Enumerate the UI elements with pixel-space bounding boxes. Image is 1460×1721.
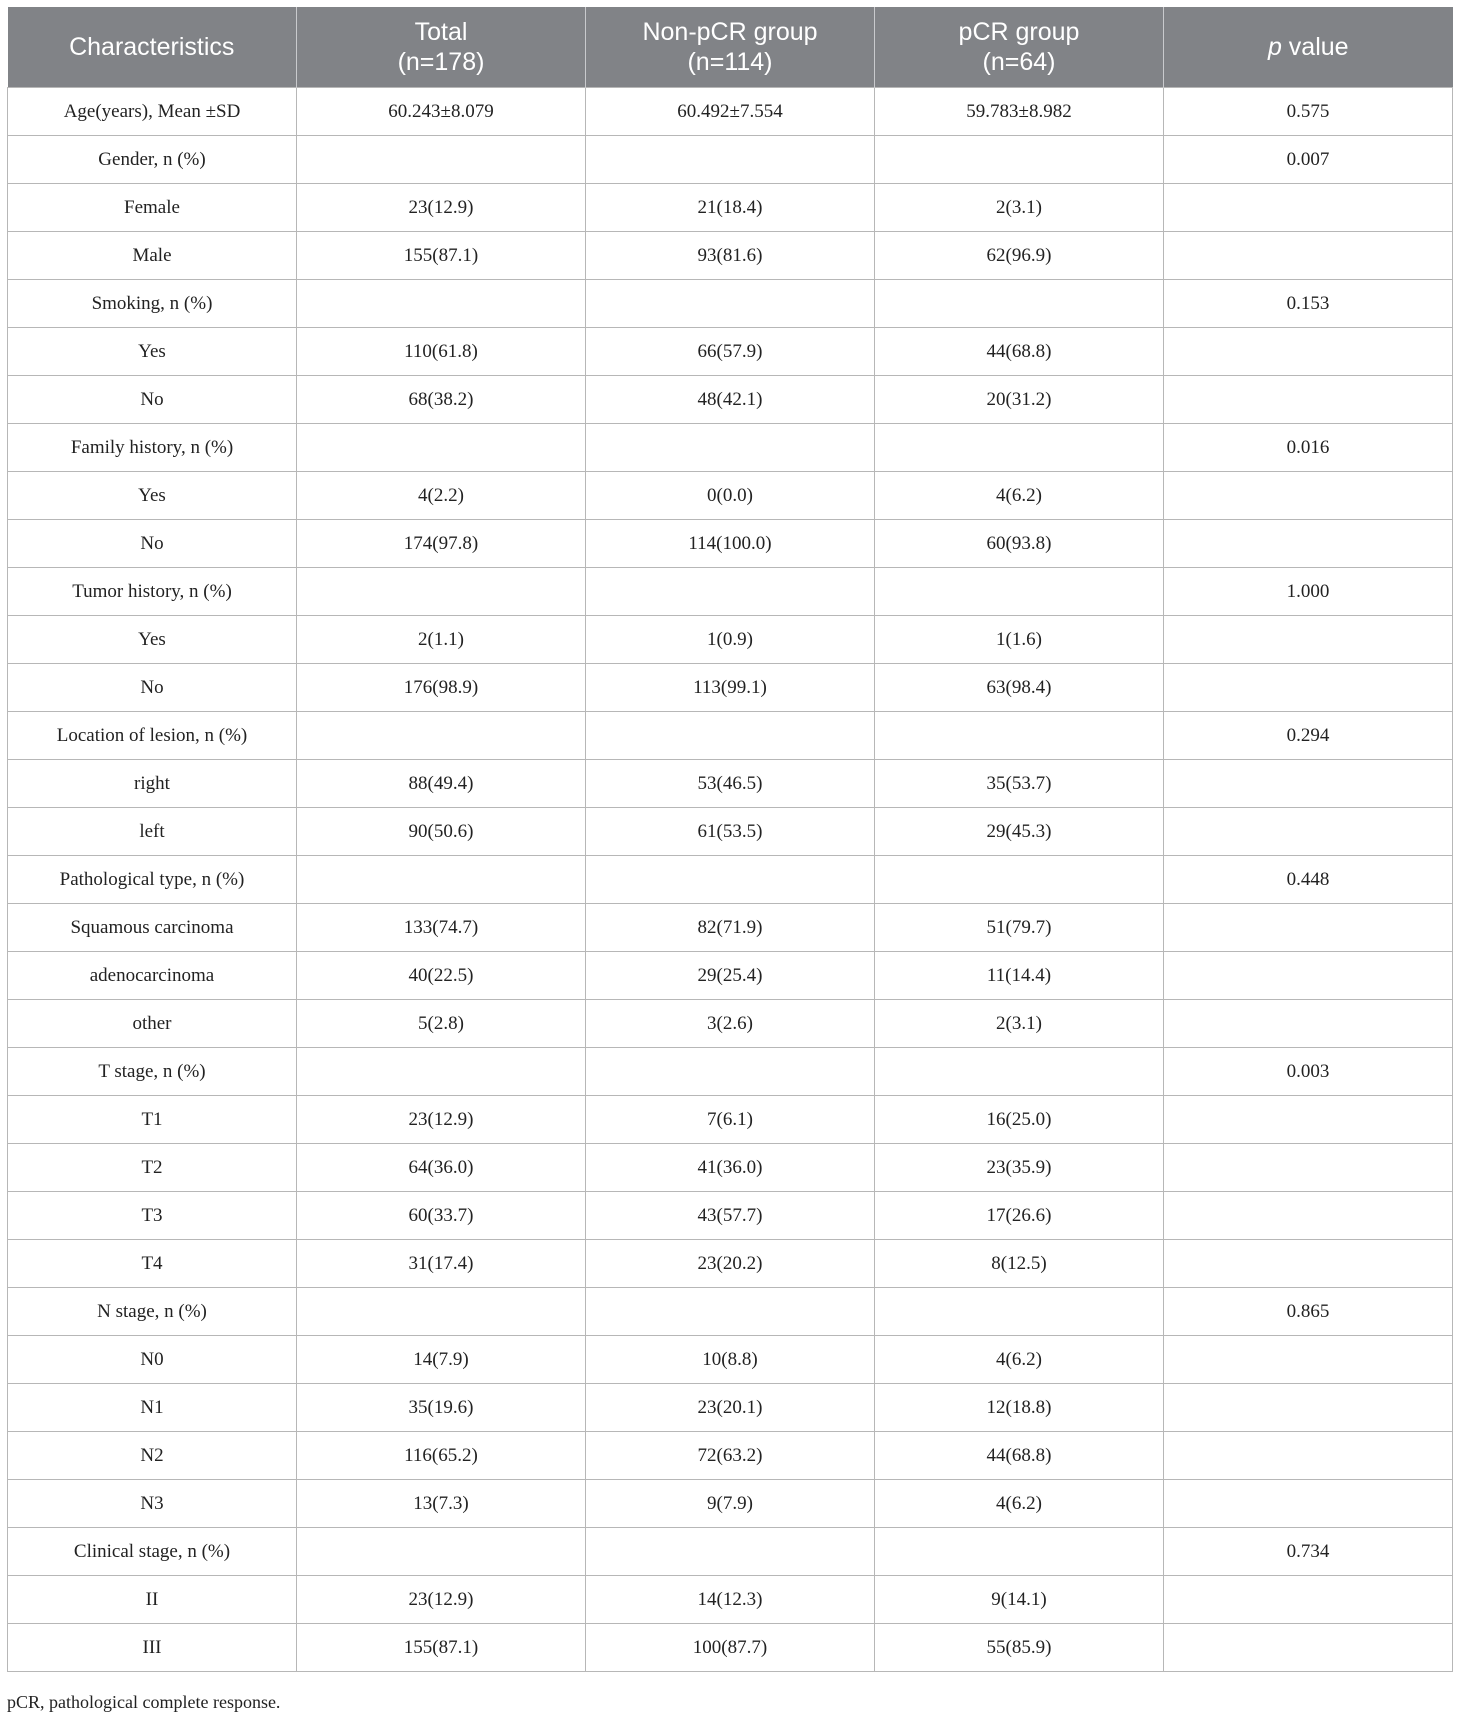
characteristic-cell: N2 <box>8 1432 297 1480</box>
table-row <box>8 1288 1453 1336</box>
p-value-cell: 0.448 <box>1164 856 1453 904</box>
p-value-cell <box>1164 1144 1453 1192</box>
characteristic-cell: N3 <box>8 1480 297 1528</box>
p-value-cell <box>1164 1624 1453 1672</box>
total-cell <box>297 712 586 760</box>
characteristic-cell: N stage, n (%) <box>8 1288 297 1336</box>
characteristic-cell: Clinical stage, n (%) <box>8 1528 297 1576</box>
total-cell: 155(87.1) <box>297 232 586 280</box>
table-row <box>8 664 1453 712</box>
characteristic-cell: T2 <box>8 1144 297 1192</box>
pcr-cell <box>875 568 1164 616</box>
characteristic-cell: No <box>8 520 297 568</box>
p-value-cell <box>1164 760 1453 808</box>
non-pcr-cell: 60.492±7.554 <box>586 88 875 136</box>
characteristic-cell: Pathological type, n (%) <box>8 856 297 904</box>
non-pcr-cell <box>586 424 875 472</box>
p-value-cell: 0.865 <box>1164 1288 1453 1336</box>
pcr-cell: 16(25.0) <box>875 1096 1164 1144</box>
non-pcr-cell: 48(42.1) <box>586 376 875 424</box>
p-value-cell <box>1164 1480 1453 1528</box>
total-cell: 14(7.9) <box>297 1336 586 1384</box>
total-cell <box>297 1528 586 1576</box>
total-cell <box>297 856 586 904</box>
non-pcr-cell: 66(57.9) <box>586 328 875 376</box>
characteristic-cell: Age(years), Mean ±SD <box>8 88 297 136</box>
table-body <box>8 88 1453 1672</box>
table-row <box>8 568 1453 616</box>
table-row <box>8 856 1453 904</box>
characteristic-cell: T4 <box>8 1240 297 1288</box>
total-cell <box>297 1048 586 1096</box>
table-row <box>8 1576 1453 1624</box>
p-value-cell <box>1164 1192 1453 1240</box>
table-row <box>8 88 1453 136</box>
header-total-n: (n=178) <box>397 48 485 76</box>
table-row <box>8 760 1453 808</box>
table-row <box>8 1624 1453 1672</box>
p-value-cell <box>1164 808 1453 856</box>
characteristic-cell: T1 <box>8 1096 297 1144</box>
header-p-value <box>1164 7 1453 88</box>
total-cell: 35(19.6) <box>297 1384 586 1432</box>
pcr-cell <box>875 424 1164 472</box>
total-cell: 5(2.8) <box>297 1000 586 1048</box>
total-cell: 60(33.7) <box>297 1192 586 1240</box>
non-pcr-cell: 93(81.6) <box>586 232 875 280</box>
total-cell: 88(49.4) <box>297 760 586 808</box>
non-pcr-cell: 61(53.5) <box>586 808 875 856</box>
table-row <box>8 1240 1453 1288</box>
p-value-cell: 0.294 <box>1164 712 1453 760</box>
table-row <box>8 1192 1453 1240</box>
non-pcr-cell: 113(99.1) <box>586 664 875 712</box>
total-cell: 64(36.0) <box>297 1144 586 1192</box>
characteristic-cell: left <box>8 808 297 856</box>
pcr-cell: 35(53.7) <box>875 760 1164 808</box>
pcr-cell: 29(45.3) <box>875 808 1164 856</box>
header-p-italic: p <box>1267 33 1282 61</box>
table-row <box>8 184 1453 232</box>
p-value-cell <box>1164 1384 1453 1432</box>
table-row <box>8 1432 1453 1480</box>
non-pcr-cell <box>586 136 875 184</box>
header-non-pcr-n: (n=114) <box>687 48 773 76</box>
table-row <box>8 1144 1453 1192</box>
non-pcr-cell <box>586 712 875 760</box>
characteristic-cell: Tumor history, n (%) <box>8 568 297 616</box>
table-row <box>8 1480 1453 1528</box>
p-value-cell: 0.007 <box>1164 136 1453 184</box>
non-pcr-cell: 72(63.2) <box>586 1432 875 1480</box>
p-value-cell <box>1164 520 1453 568</box>
non-pcr-cell <box>586 1288 875 1336</box>
non-pcr-cell <box>586 1528 875 1576</box>
pcr-cell: 1(1.6) <box>875 616 1164 664</box>
p-value-cell: 0.016 <box>1164 424 1453 472</box>
header-pcr-n: (n=64) <box>982 48 1056 76</box>
p-value-cell <box>1164 616 1453 664</box>
non-pcr-cell: 7(6.1) <box>586 1096 875 1144</box>
table-row <box>8 952 1453 1000</box>
pcr-cell: 4(6.2) <box>875 472 1164 520</box>
characteristic-cell: Location of lesion, n (%) <box>8 712 297 760</box>
table-row <box>8 1336 1453 1384</box>
total-cell: 176(98.9) <box>297 664 586 712</box>
pcr-cell <box>875 712 1164 760</box>
non-pcr-cell: 0(0.0) <box>586 472 875 520</box>
table-row <box>8 1528 1453 1576</box>
total-cell: 110(61.8) <box>297 328 586 376</box>
pcr-cell: 63(98.4) <box>875 664 1164 712</box>
characteristic-cell: No <box>8 376 297 424</box>
characteristic-cell: III <box>8 1624 297 1672</box>
total-cell: 90(50.6) <box>297 808 586 856</box>
table-row <box>8 376 1453 424</box>
p-value-cell: 0.003 <box>1164 1048 1453 1096</box>
header-non-pcr-group <box>586 7 875 88</box>
table-row <box>8 904 1453 952</box>
table-row <box>8 1048 1453 1096</box>
p-value-cell: 0.153 <box>1164 280 1453 328</box>
pcr-cell <box>875 1528 1164 1576</box>
header-characteristics <box>8 7 297 88</box>
total-cell <box>297 136 586 184</box>
non-pcr-cell: 23(20.1) <box>586 1384 875 1432</box>
table-row <box>8 808 1453 856</box>
pcr-cell <box>875 856 1164 904</box>
pcr-cell <box>875 280 1164 328</box>
total-cell: 23(12.9) <box>297 1576 586 1624</box>
characteristic-cell: Smoking, n (%) <box>8 280 297 328</box>
p-value-cell <box>1164 904 1453 952</box>
non-pcr-cell: 43(57.7) <box>586 1192 875 1240</box>
table-row <box>8 328 1453 376</box>
header-pcr-label: pCR group <box>958 18 1080 46</box>
p-value-cell <box>1164 232 1453 280</box>
table-row <box>8 520 1453 568</box>
p-value-cell: 0.734 <box>1164 1528 1453 1576</box>
characteristic-cell: N1 <box>8 1384 297 1432</box>
non-pcr-cell: 1(0.9) <box>586 616 875 664</box>
non-pcr-cell: 14(12.3) <box>586 1576 875 1624</box>
table-row <box>8 1000 1453 1048</box>
total-cell <box>297 568 586 616</box>
characteristic-cell: II <box>8 1576 297 1624</box>
non-pcr-cell <box>586 280 875 328</box>
non-pcr-cell: 114(100.0) <box>586 520 875 568</box>
pcr-cell <box>875 1048 1164 1096</box>
header-total-label: Total <box>414 18 468 46</box>
pcr-cell: 44(68.8) <box>875 1432 1164 1480</box>
table-row <box>8 232 1453 280</box>
p-value-cell <box>1164 184 1453 232</box>
characteristic-cell: Yes <box>8 328 297 376</box>
total-cell: 13(7.3) <box>297 1480 586 1528</box>
non-pcr-cell: 29(25.4) <box>586 952 875 1000</box>
pcr-cell: 55(85.9) <box>875 1624 1164 1672</box>
total-cell: 23(12.9) <box>297 1096 586 1144</box>
table-row <box>8 472 1453 520</box>
total-cell: 155(87.1) <box>297 1624 586 1672</box>
characteristic-cell: Squamous carcinoma <box>8 904 297 952</box>
pcr-cell: 20(31.2) <box>875 376 1164 424</box>
non-pcr-cell: 23(20.2) <box>586 1240 875 1288</box>
non-pcr-cell: 41(36.0) <box>586 1144 875 1192</box>
characteristic-cell: Yes <box>8 472 297 520</box>
pcr-cell: 4(6.2) <box>875 1480 1164 1528</box>
total-cell: 68(38.2) <box>297 376 586 424</box>
non-pcr-cell <box>586 568 875 616</box>
characteristic-cell: other <box>8 1000 297 1048</box>
p-value-cell: 0.575 <box>1164 88 1453 136</box>
p-value-cell <box>1164 328 1453 376</box>
header-non-pcr-label: Non-pCR group <box>642 18 818 46</box>
pcr-cell: 2(3.1) <box>875 184 1164 232</box>
pcr-cell: 8(12.5) <box>875 1240 1164 1288</box>
non-pcr-cell: 3(2.6) <box>586 1000 875 1048</box>
total-cell <box>297 1288 586 1336</box>
pcr-cell: 51(79.7) <box>875 904 1164 952</box>
pcr-cell: 23(35.9) <box>875 1144 1164 1192</box>
table-row <box>8 1096 1453 1144</box>
total-cell: 60.243±8.079 <box>297 88 586 136</box>
p-value-cell <box>1164 1576 1453 1624</box>
pcr-cell: 44(68.8) <box>875 328 1164 376</box>
header-total <box>297 7 586 88</box>
p-value-cell <box>1164 376 1453 424</box>
non-pcr-cell: 10(8.8) <box>586 1336 875 1384</box>
pcr-cell: 9(14.1) <box>875 1576 1164 1624</box>
pcr-cell: 17(26.6) <box>875 1192 1164 1240</box>
table-row <box>8 1384 1453 1432</box>
characteristic-cell: Gender, n (%) <box>8 136 297 184</box>
non-pcr-cell: 9(7.9) <box>586 1480 875 1528</box>
characteristic-cell: N0 <box>8 1336 297 1384</box>
total-cell: 133(74.7) <box>297 904 586 952</box>
pcr-cell: 60(93.8) <box>875 520 1164 568</box>
p-value-cell <box>1164 952 1453 1000</box>
total-cell <box>297 280 586 328</box>
characteristic-cell: Female <box>8 184 297 232</box>
characteristic-cell: T3 <box>8 1192 297 1240</box>
characteristic-cell: right <box>8 760 297 808</box>
total-cell: 40(22.5) <box>297 952 586 1000</box>
table-row <box>8 280 1453 328</box>
pcr-cell <box>875 136 1164 184</box>
total-cell: 23(12.9) <box>297 184 586 232</box>
p-value-cell <box>1164 1336 1453 1384</box>
total-cell <box>297 424 586 472</box>
p-value-cell <box>1164 1432 1453 1480</box>
pcr-cell <box>875 1288 1164 1336</box>
p-value-cell <box>1164 472 1453 520</box>
header-characteristics-label: Characteristics <box>69 33 235 61</box>
p-value-cell <box>1164 1240 1453 1288</box>
total-cell: 116(65.2) <box>297 1432 586 1480</box>
table-row <box>8 136 1453 184</box>
pcr-cell: 4(6.2) <box>875 1336 1164 1384</box>
characteristic-cell: No <box>8 664 297 712</box>
characteristic-cell: T stage, n (%) <box>8 1048 297 1096</box>
characteristic-cell: Family history, n (%) <box>8 424 297 472</box>
table-footnote: pCR, pathological complete response. <box>7 1692 281 1712</box>
table-row <box>8 616 1453 664</box>
characteristics-table <box>7 7 1453 1672</box>
total-cell: 2(1.1) <box>297 616 586 664</box>
non-pcr-cell: 21(18.4) <box>586 184 875 232</box>
non-pcr-cell: 82(71.9) <box>586 904 875 952</box>
characteristic-cell: Yes <box>8 616 297 664</box>
p-value-cell: 1.000 <box>1164 568 1453 616</box>
pcr-cell: 62(96.9) <box>875 232 1164 280</box>
header-p-value-label: value <box>1281 33 1349 61</box>
pcr-cell: 2(3.1) <box>875 1000 1164 1048</box>
characteristic-cell: adenocarcinoma <box>8 952 297 1000</box>
non-pcr-cell: 53(46.5) <box>586 760 875 808</box>
table-row <box>8 712 1453 760</box>
total-cell: 4(2.2) <box>297 472 586 520</box>
table-row <box>8 424 1453 472</box>
non-pcr-cell <box>586 856 875 904</box>
pcr-cell: 59.783±8.982 <box>875 88 1164 136</box>
non-pcr-cell <box>586 1048 875 1096</box>
non-pcr-cell: 100(87.7) <box>586 1624 875 1672</box>
header-pcr-group <box>875 7 1164 88</box>
table-header-row <box>8 7 1453 88</box>
p-value-cell <box>1164 664 1453 712</box>
total-cell: 174(97.8) <box>297 520 586 568</box>
p-value-cell <box>1164 1096 1453 1144</box>
pcr-cell: 11(14.4) <box>875 952 1164 1000</box>
characteristic-cell: Male <box>8 232 297 280</box>
total-cell: 31(17.4) <box>297 1240 586 1288</box>
p-value-cell <box>1164 1000 1453 1048</box>
pcr-cell: 12(18.8) <box>875 1384 1164 1432</box>
